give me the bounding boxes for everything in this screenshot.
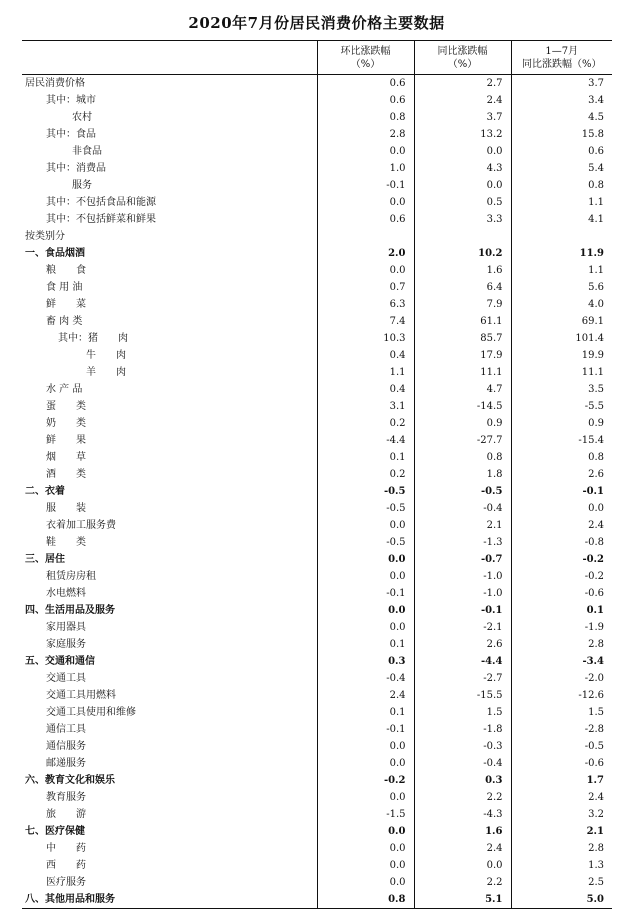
cell-mom: 0.0 [317,143,414,160]
cell-yoy: 2.1 [414,517,511,534]
row-label: 衣着加工服务费 [46,520,116,531]
row-label: 旅 游 [46,809,86,820]
cell-ytd: 2.6 [511,466,612,483]
cell-mom: 0.2 [317,466,414,483]
row-label: 粮 食 [46,265,86,276]
table-row [22,211,612,228]
cell-yoy: 61.1 [414,313,511,330]
cell-ytd: 2.4 [511,789,612,806]
table-row [22,75,612,93]
header-mom-line2: （%） [350,58,381,70]
row-label: 交通工具使用和维修 [46,707,136,718]
row-label: 水 产 品 [46,384,83,395]
cell-mom: 0.0 [317,789,414,806]
cell-ytd: 11.9 [511,245,612,262]
row-label: 鞋 类 [46,537,86,548]
cell-ytd: 3.4 [511,92,612,109]
cell-yoy: 0.0 [414,857,511,874]
cell-ytd: 1.1 [511,262,612,279]
table-row [22,364,612,381]
cell-mom: 0.4 [317,347,414,364]
cell-mom [317,228,414,245]
row-label: 六、教育文化和娱乐 [25,775,115,786]
table-row [22,823,612,840]
header-row [22,41,612,75]
cell-ytd: 0.8 [511,177,612,194]
table-row [22,500,612,517]
cell-yoy: -2.1 [414,619,511,636]
header-yoy-line2: （%） [447,58,478,70]
row-label: 酒 类 [46,469,86,480]
cell-yoy: 1.5 [414,704,511,721]
cell-ytd: 11.1 [511,364,612,381]
cell-ytd: -2.8 [511,721,612,738]
cell-ytd: -2.0 [511,670,612,687]
cell-ytd: 3.2 [511,806,612,823]
header-item [22,41,317,75]
table-row [22,296,612,313]
row-label: 邮递服务 [46,758,86,769]
row-label: 教育服务 [46,792,86,803]
table-row [22,313,612,330]
cell-ytd: 5.0 [511,891,612,909]
cell-yoy: 13.2 [414,126,511,143]
cell-mom: 0.0 [317,738,414,755]
table-row [22,415,612,432]
cell-mom: -0.2 [317,772,414,789]
table-row [22,789,612,806]
cell-yoy: 2.2 [414,789,511,806]
table-row [22,857,612,874]
table-row [22,653,612,670]
cell-yoy: 2.4 [414,92,511,109]
cell-mom: 0.1 [317,636,414,653]
row-label: 鲜 菜 [46,299,86,310]
cell-mom: 0.6 [317,92,414,109]
table-row [22,398,612,415]
cell-yoy: 10.2 [414,245,511,262]
cell-mom: 1.1 [317,364,414,381]
row-label: 交通工具 [46,673,86,684]
header-ytd [511,41,612,75]
cell-mom: 3.1 [317,398,414,415]
cell-mom: 0.0 [317,755,414,772]
table-row [22,891,612,909]
table-row [22,534,612,551]
row-label: 牛 肉 [86,350,126,361]
cell-mom: -0.5 [317,500,414,517]
cell-yoy: 0.0 [414,143,511,160]
table-row [22,483,612,500]
cell-yoy: 0.3 [414,772,511,789]
cell-mom: -0.5 [317,483,414,500]
table-row [22,381,612,398]
table-row [22,721,612,738]
cell-ytd: -0.2 [511,568,612,585]
cell-yoy: -0.5 [414,483,511,500]
cell-yoy: 1.6 [414,262,511,279]
table-row [22,194,612,211]
cell-ytd: 0.9 [511,415,612,432]
cpi-data-table [22,40,612,909]
row-label: 家庭服务 [46,639,86,650]
table-row [22,109,612,126]
cell-yoy: -0.7 [414,551,511,568]
cell-ytd: 0.6 [511,143,612,160]
row-label: 三、居住 [25,554,65,565]
cell-yoy: -2.7 [414,670,511,687]
cell-mom: 0.7 [317,279,414,296]
cell-mom: 0.4 [317,381,414,398]
row-label: 蛋 类 [46,401,86,412]
cell-ytd: 4.0 [511,296,612,313]
row-label: 农村 [72,112,92,123]
cell-ytd: -1.9 [511,619,612,636]
row-label: 医疗服务 [46,877,86,888]
cell-yoy: -0.4 [414,755,511,772]
table-row [22,262,612,279]
cell-mom: 0.0 [317,840,414,857]
cell-yoy: -4.4 [414,653,511,670]
cell-mom: 1.0 [317,160,414,177]
table-body [22,75,612,909]
cell-ytd: -0.2 [511,551,612,568]
row-label: 二、衣着 [25,486,65,497]
cell-yoy: 2.4 [414,840,511,857]
table-row [22,840,612,857]
cell-yoy: -0.3 [414,738,511,755]
cell-ytd: 1.7 [511,772,612,789]
cell-ytd: -0.8 [511,534,612,551]
table-row [22,177,612,194]
row-label: 租赁房房租 [46,571,96,582]
row-label: 居民消费价格 [25,78,85,89]
cell-mom: 0.0 [317,874,414,891]
cell-ytd: 69.1 [511,313,612,330]
header-ytd-line1: 1—7月 [545,45,579,57]
cell-mom: 7.4 [317,313,414,330]
cell-yoy: 3.3 [414,211,511,228]
cell-ytd: 2.8 [511,840,612,857]
table-row [22,806,612,823]
cell-yoy: 0.9 [414,415,511,432]
table-row [22,347,612,364]
table-row [22,772,612,789]
cell-ytd: 0.8 [511,449,612,466]
table-row [22,160,612,177]
row-label: 非食品 [72,146,102,157]
row-label: 烟 草 [46,452,86,463]
cell-yoy: 0.5 [414,194,511,211]
row-label: 按类别分 [25,231,65,242]
cell-yoy: 11.1 [414,364,511,381]
cell-mom: 0.0 [317,568,414,585]
row-label: 其中：消费品 [46,163,106,174]
cell-yoy: -14.5 [414,398,511,415]
cell-ytd [511,228,612,245]
table-row [22,738,612,755]
cell-ytd: -0.5 [511,738,612,755]
cell-ytd: 4.1 [511,211,612,228]
row-label: 五、交通和通信 [25,656,95,667]
cell-yoy: -0.1 [414,602,511,619]
cell-ytd: -0.1 [511,483,612,500]
row-label: 食 用 油 [46,282,83,293]
header-mom-line1: 环比涨跌幅 [340,45,391,57]
cell-ytd: -12.6 [511,687,612,704]
table-row [22,602,612,619]
cell-ytd: 3.7 [511,75,612,93]
cell-ytd: 2.5 [511,874,612,891]
cell-yoy [414,228,511,245]
cell-yoy: 3.7 [414,109,511,126]
row-label: 水电燃料 [46,588,86,599]
cell-mom: 0.0 [317,262,414,279]
row-label: 羊 肉 [86,367,126,378]
row-label: 其中：猪 肉 [58,333,128,344]
table-row [22,670,612,687]
cell-ytd: 2.1 [511,823,612,840]
table-row [22,619,612,636]
cell-yoy: 85.7 [414,330,511,347]
row-label: 其中：不包括食品和能源 [46,197,156,208]
cell-ytd: 4.5 [511,109,612,126]
cell-mom: 0.0 [317,823,414,840]
cell-mom: 0.3 [317,653,414,670]
cell-ytd: 15.8 [511,126,612,143]
header-yoy-line1: 同比涨跌幅 [437,45,488,57]
table-row [22,874,612,891]
row-label: 四、生活用品及服务 [25,605,115,616]
table-row [22,704,612,721]
cell-yoy: 2.2 [414,874,511,891]
row-label: 其中：城市 [46,95,96,106]
cell-mom: 0.1 [317,704,414,721]
cell-mom: 0.6 [317,211,414,228]
cell-mom: 0.0 [317,857,414,874]
cell-ytd: -5.5 [511,398,612,415]
cell-mom: 0.1 [317,449,414,466]
row-label: 畜 肉 类 [46,316,83,327]
cell-mom: 0.0 [317,517,414,534]
cell-yoy: 6.4 [414,279,511,296]
table-title: 2020年7月份居民消费价格主要数据 [188,14,445,32]
cell-yoy: 4.3 [414,160,511,177]
cell-mom: -0.5 [317,534,414,551]
cell-yoy: -15.5 [414,687,511,704]
cell-yoy: 5.1 [414,891,511,909]
table-row [22,245,612,262]
row-label: 七、医疗保健 [25,826,85,837]
cell-yoy: 17.9 [414,347,511,364]
row-label: 鲜 果 [46,435,86,446]
cell-yoy: 4.7 [414,381,511,398]
table-row [22,585,612,602]
cell-yoy: -1.3 [414,534,511,551]
cell-mom: 2.8 [317,126,414,143]
cell-yoy: 2.7 [414,75,511,93]
cell-yoy: -1.8 [414,721,511,738]
cell-ytd: 5.4 [511,160,612,177]
cell-ytd: 1.3 [511,857,612,874]
cell-ytd: 0.0 [511,500,612,517]
cell-mom: 0.0 [317,602,414,619]
cell-mom: -4.4 [317,432,414,449]
table-row [22,636,612,653]
row-label: 服务 [72,180,92,191]
table-row [22,330,612,347]
table-row [22,517,612,534]
table-row [22,92,612,109]
cell-mom: 0.2 [317,415,414,432]
table-row [22,228,612,245]
cell-ytd: 3.5 [511,381,612,398]
cell-ytd: 0.1 [511,602,612,619]
cell-yoy: -27.7 [414,432,511,449]
row-label: 中 药 [46,843,86,854]
table-row [22,143,612,160]
header-mom [317,41,414,75]
cell-ytd: -15.4 [511,432,612,449]
cell-ytd: -3.4 [511,653,612,670]
cell-mom: -0.4 [317,670,414,687]
row-label: 通信服务 [46,741,86,752]
cell-yoy: -0.4 [414,500,511,517]
cell-ytd: -0.6 [511,755,612,772]
cell-yoy: -1.0 [414,568,511,585]
cell-yoy: 1.6 [414,823,511,840]
cell-mom: 0.0 [317,194,414,211]
cell-ytd: -0.6 [511,585,612,602]
table-row [22,449,612,466]
table-row [22,126,612,143]
table-row [22,551,612,568]
cell-yoy: -4.3 [414,806,511,823]
cell-ytd: 2.8 [511,636,612,653]
cell-ytd: 1.5 [511,704,612,721]
row-label: 家用器具 [46,622,86,633]
cell-yoy: 1.8 [414,466,511,483]
row-label: 西 药 [46,860,86,871]
row-label: 交通工具用燃料 [46,690,116,701]
table-row [22,279,612,296]
cell-mom: 0.8 [317,891,414,909]
cell-ytd: 101.4 [511,330,612,347]
row-label: 奶 类 [46,418,86,429]
row-label: 通信工具 [46,724,86,735]
row-label: 其中：食品 [46,129,96,140]
table-row [22,755,612,772]
cell-mom: -0.1 [317,585,414,602]
row-label: 八、其他用品和服务 [22,891,317,909]
cell-mom: 10.3 [317,330,414,347]
cell-mom: 0.8 [317,109,414,126]
row-label: 其中：不包括鲜菜和鲜果 [46,214,156,225]
row-label: 服 装 [46,503,86,514]
cell-mom: 0.6 [317,75,414,93]
cell-ytd: 19.9 [511,347,612,364]
cell-mom: 0.0 [317,619,414,636]
cell-yoy: 2.6 [414,636,511,653]
cell-yoy: 7.9 [414,296,511,313]
cell-ytd: 5.6 [511,279,612,296]
header-ytd-line2: 同比涨跌幅（%） [521,58,602,70]
cell-mom: -0.1 [317,721,414,738]
table-row [22,687,612,704]
cell-mom: -1.5 [317,806,414,823]
cell-mom: 2.4 [317,687,414,704]
header-yoy [414,41,511,75]
cell-yoy: 0.8 [414,449,511,466]
cell-ytd: 2.4 [511,517,612,534]
cell-yoy: -1.0 [414,585,511,602]
cell-mom: 2.0 [317,245,414,262]
cell-mom: 0.0 [317,551,414,568]
cell-mom: -0.1 [317,177,414,194]
row-label: 一、食品烟酒 [25,248,85,259]
table-row [22,466,612,483]
table-row [22,432,612,449]
cell-ytd: 1.1 [511,194,612,211]
cell-yoy: 0.0 [414,177,511,194]
cell-mom: 6.3 [317,296,414,313]
table-row [22,568,612,585]
